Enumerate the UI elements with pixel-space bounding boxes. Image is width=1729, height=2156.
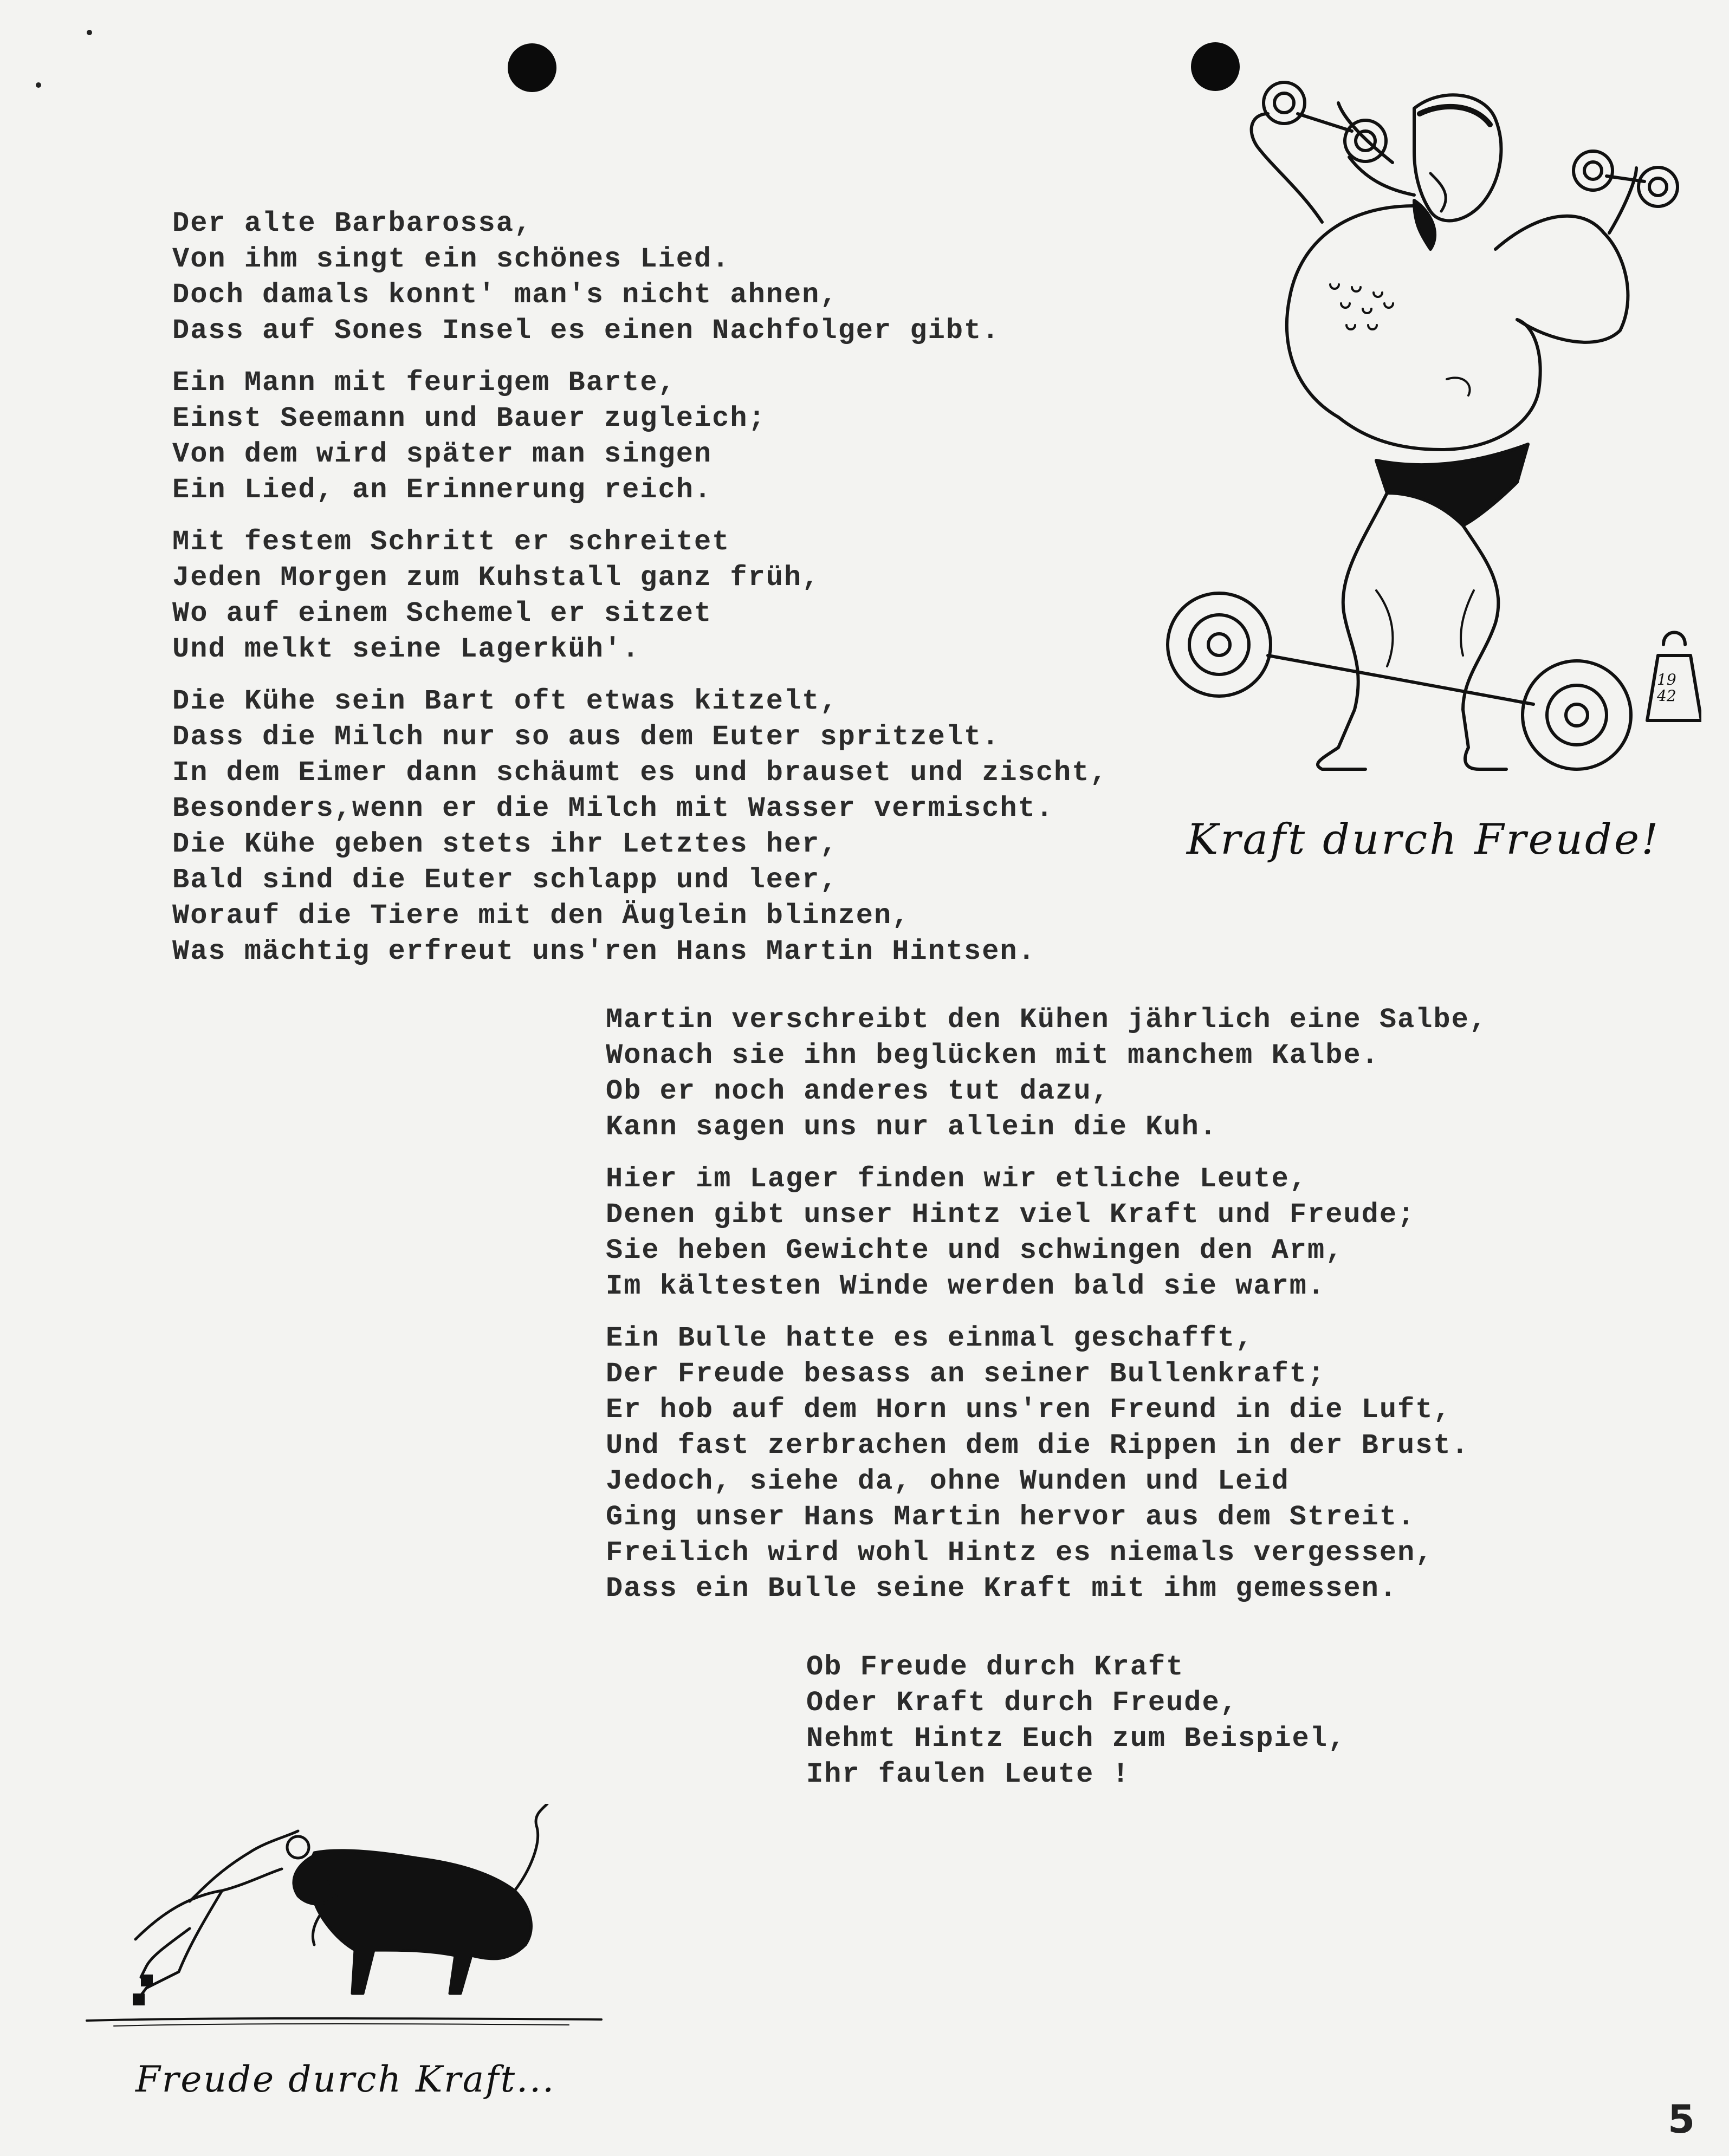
poem-line: Von dem wird später man singen xyxy=(172,438,713,470)
poem-line: Dass auf Sones Insel es einen Nachfolger gibt. xyxy=(172,315,1000,347)
poem-line: Dass die Milch nur so aus dem Euter spritzelt. xyxy=(172,721,1000,753)
poem-part1 xyxy=(172,206,1108,986)
stanza-4 xyxy=(172,684,1108,970)
bull-caption: Freude durch Kraft... xyxy=(135,2058,556,2100)
poem-line: Ob Freude durch Kraft xyxy=(806,1651,1184,1683)
poem-line: Ihr faulen Leute ! xyxy=(806,1758,1130,1790)
ink-speck xyxy=(36,82,41,88)
poem-line: Wonach sie ihn beglücken mit manchem Kalbe. xyxy=(606,1040,1380,1071)
stanza-2 xyxy=(172,365,1108,508)
poem-line: Was mächtig erfreut uns'ren Hans Martin Hintsen. xyxy=(172,936,1036,967)
poem-line: Oder Kraft durch Freude, xyxy=(806,1687,1238,1719)
poem-line: Mit festem Schritt er schreitet xyxy=(172,526,730,558)
bull-illustration xyxy=(81,1804,607,2031)
strongman-illustration xyxy=(1160,70,1701,818)
poem-line: Ein Lied, an Erinnerung reich. xyxy=(172,474,713,506)
poem-line: Jedoch, siehe da, ohne Wunden und Leid xyxy=(606,1465,1290,1497)
poem-closing xyxy=(806,1650,1346,1793)
poem-line: Freilich wird wohl Hintz es niemals vergessen, xyxy=(606,1537,1434,1569)
stanza-3 xyxy=(172,524,1108,667)
stanza-6 xyxy=(606,1161,1487,1304)
stanza-5 xyxy=(606,1002,1487,1145)
strongman-caption: Kraft durch Freude! xyxy=(1187,815,1661,864)
ink-speck xyxy=(87,30,92,35)
poem-line: Ob er noch anderes tut dazu, xyxy=(606,1075,1110,1107)
poem-part2 xyxy=(606,1002,1487,1623)
poem-line: Dass ein Bulle seine Kraft mit ihm gemessen. xyxy=(606,1573,1398,1605)
poem-line: Jeden Morgen zum Kuhstall ganz früh, xyxy=(172,562,820,594)
poem-line: Einst Seemann und Bauer zugleich; xyxy=(172,402,766,434)
poem-line: Von ihm singt ein schönes Lied. xyxy=(172,243,730,275)
poem-line: Bald sind die Euter schlapp und leer, xyxy=(172,864,838,896)
poem-line: Die Kühe geben stets ihr Letztes her, xyxy=(172,828,838,860)
poem-line: Er hob auf dem Horn uns'ren Freund in die Luft, xyxy=(606,1394,1452,1426)
poem-line: Doch damals konnt' man's nicht ahnen, xyxy=(172,279,838,311)
stanza-7 xyxy=(606,1321,1487,1607)
poem-line: Ein Bulle hatte es einmal geschafft, xyxy=(606,1322,1254,1354)
weight-label: 19 42 xyxy=(1657,671,1676,705)
punch-hole-left xyxy=(508,43,556,92)
poem-line: In dem Eimer dann schäumt es und brauset und zischt, xyxy=(172,757,1108,789)
poem-line: Ging unser Hans Martin hervor aus dem Streit. xyxy=(606,1501,1416,1533)
poem-line: Martin verschreibt den Kühen jährlich eine Salbe, xyxy=(606,1004,1488,1036)
poem-line: Ein Mann mit feurigem Barte, xyxy=(172,367,676,399)
stanza-1 xyxy=(172,206,1108,349)
poem-line: Der alte Barbarossa, xyxy=(172,207,533,239)
poem-line: Im kältesten Winde werden bald sie warm. xyxy=(606,1270,1326,1302)
poem-line: Hier im Lager finden wir etliche Leute, xyxy=(606,1163,1307,1195)
poem-line: Besonders,wenn er die Milch mit Wasser vermischt. xyxy=(172,793,1054,824)
poem-line: Denen gibt unser Hintz viel Kraft und Freude; xyxy=(606,1199,1416,1231)
poem-line: Und melkt seine Lagerküh'. xyxy=(172,633,640,665)
poem-line: Der Freude besass an seiner Bullenkraft; xyxy=(606,1358,1326,1390)
poem-line: Wo auf einem Schemel er sitzet xyxy=(172,598,713,629)
poem-line: Und fast zerbrachen dem die Rippen in der Brust. xyxy=(606,1430,1469,1462)
poem-line: Die Kühe sein Bart oft etwas kitzelt, xyxy=(172,685,838,717)
poem-line: Sie heben Gewichte und schwingen den Arm, xyxy=(606,1235,1344,1267)
poem-line: Kann sagen uns nur allein die Kuh. xyxy=(606,1111,1218,1143)
poem-line: Nehmt Hintz Euch zum Beispiel, xyxy=(806,1723,1346,1755)
page-number: 5 xyxy=(1668,2096,1695,2142)
poem-line: Worauf die Tiere mit den Äuglein blinzen, xyxy=(172,900,910,932)
